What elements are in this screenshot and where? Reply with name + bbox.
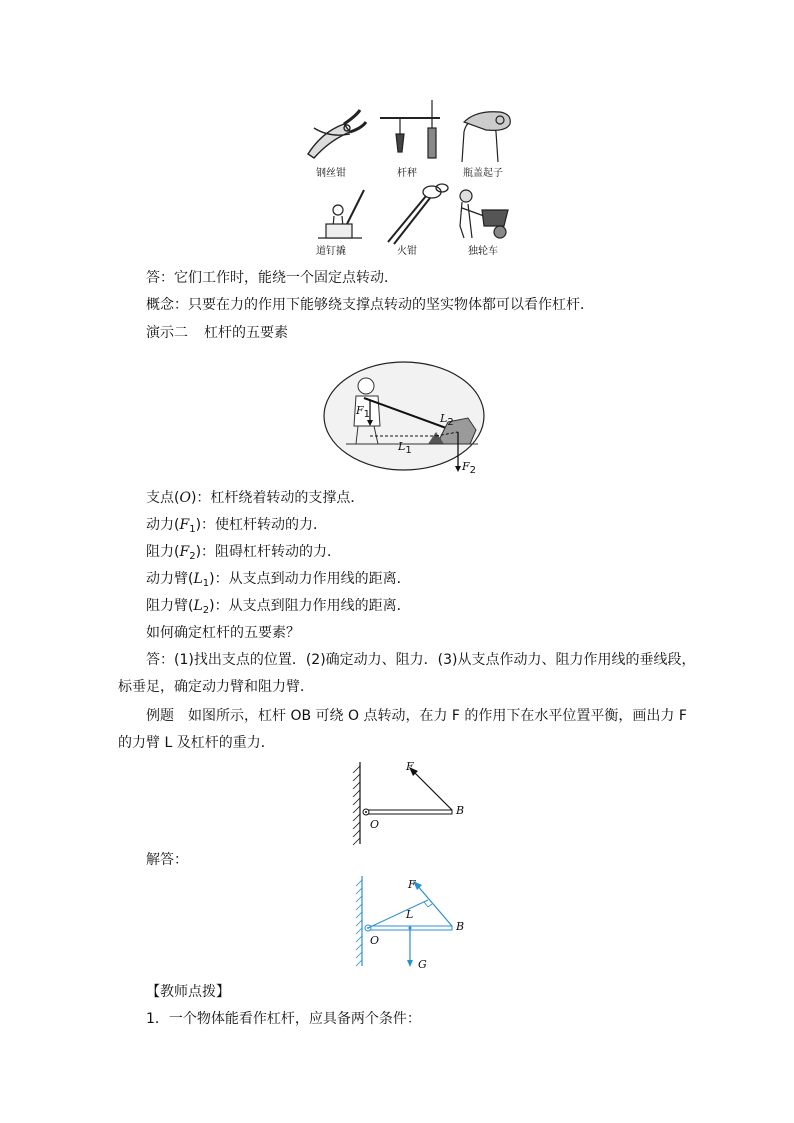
- question-text: 如何确定杠杆的五要素？: [146, 625, 300, 641]
- element-effort: 动力$(F_1)$：使杠杆转动的力．: [146, 517, 328, 535]
- label-F2: F2: [462, 460, 477, 476]
- tools-illustration: [300, 92, 518, 260]
- concept-text: 概念：只要在力的作用下能够绕支撑点转动的坚实物体都可以看作杠杆．: [146, 297, 594, 313]
- solution-label-G: G: [418, 958, 427, 971]
- tool-caption-fire-tongs: 火钳: [397, 246, 417, 257]
- label-L1: L1: [398, 440, 412, 456]
- answer-text-2-line1: 答：(1)找出支点的位置．(2)确定动力、阻力．(3)从支点作动力、阻力作用线的垂线段，: [146, 652, 696, 668]
- answer-text-1: 答：它们工作时，能绕一个固定点转动．: [146, 270, 398, 286]
- example-label-B: B: [456, 804, 465, 817]
- label-L2: L2: [440, 412, 454, 428]
- solution-figure: [352, 872, 472, 972]
- steelyard-drawing: [380, 100, 440, 158]
- tool-caption-steelyard: 杆秤: [397, 168, 417, 179]
- tool-caption-pliers: 钢丝钳: [316, 168, 346, 179]
- solution-label: 解答：: [146, 852, 188, 868]
- example-label-F: F: [406, 760, 414, 773]
- tool-caption-bottle-opener: 瓶盖起子: [463, 168, 503, 179]
- element-resistance: 阻力$(F_2)$：阻碍杠杆转动的力．: [146, 544, 342, 562]
- example-figure: [340, 758, 470, 848]
- element-fulcrum: 支点(O)：杠杆绕着转动的支撑点．: [146, 490, 365, 506]
- teacher-tip-line-1: 1．一个物体能看作杠杆，应具备两个条件：: [146, 1011, 421, 1027]
- solution-label-L: L: [406, 908, 414, 921]
- tool-caption-wheelbarrow: 独轮车: [468, 246, 498, 257]
- label-F1: F1: [356, 404, 371, 420]
- element-resistance-arm: 阻力臂$(L_2)$：从支点到阻力作用线的距离．: [146, 598, 411, 616]
- solution-label-O: O: [370, 934, 380, 947]
- example-line-1: 例题 如图所示，杠杆 OB 可绕 O 点转动，在力 F 的作用下在水平位置平衡，画出力 F: [146, 708, 687, 724]
- demo2-heading: [146, 323, 288, 343]
- wheelbarrow-drawing: [460, 190, 508, 238]
- solution-label-F: F: [408, 878, 416, 891]
- example-line-2: 的力臂 L 及杠杆的重力．: [118, 735, 275, 751]
- lever-elements-figure: [320, 360, 490, 480]
- pliers-drawing: [308, 110, 366, 158]
- example-label-O: O: [370, 818, 380, 831]
- answer-text-2-line2: 标垂足，确定动力臂和阻力臂．: [118, 679, 314, 695]
- element-effort-arm: 动力臂$(L_1)$：从支点到动力作用线的距离．: [146, 571, 411, 589]
- demo2-label: 演示二: [146, 325, 188, 341]
- demo2-title: 杠杆的五要素: [204, 325, 288, 341]
- bottle-opener-drawing: [462, 112, 510, 162]
- tool-caption-crowbar: 道钉撬: [316, 246, 346, 257]
- crowbar-drawing: [318, 190, 364, 238]
- teacher-tip-heading: 【教师点拨】: [146, 984, 230, 1000]
- solution-label-B: B: [456, 920, 465, 933]
- fire-tongs-drawing: [388, 184, 448, 244]
